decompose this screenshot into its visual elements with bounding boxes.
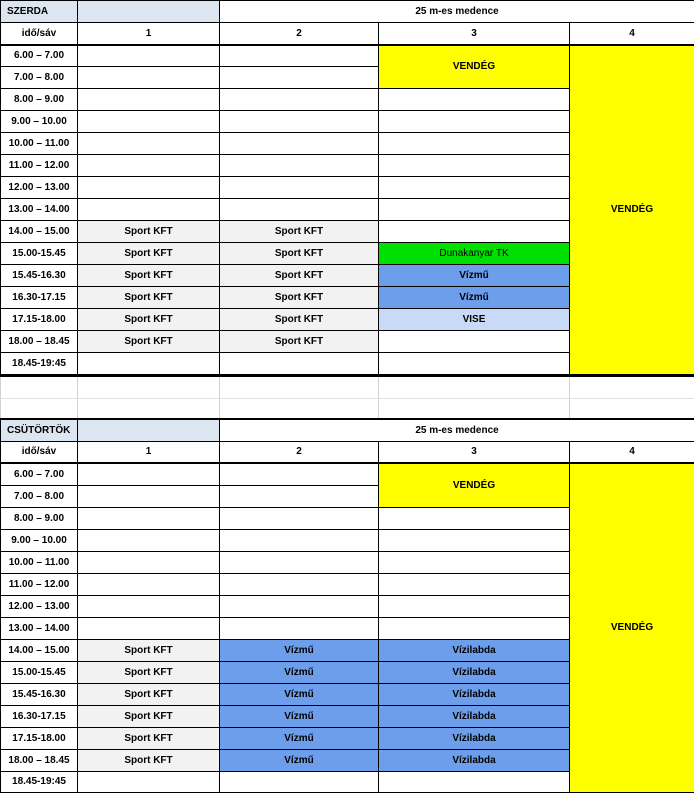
time-slot: 12.00 – 13.00 [1, 595, 78, 617]
cell-lane3: Vízilabda [379, 749, 570, 771]
cell-lane3 [379, 573, 570, 595]
cell-lane3 [379, 507, 570, 529]
cell-lane3 [379, 199, 570, 221]
cell-lane2 [220, 177, 379, 199]
time-slot: 13.00 – 14.00 [1, 617, 78, 639]
cell-lane1 [78, 67, 220, 89]
time-slot: 15.00-15.45 [1, 661, 78, 683]
cell-lane2: Sport KFT [220, 309, 379, 331]
cell-lane2 [220, 111, 379, 133]
day-name: SZERDA [1, 1, 78, 23]
cell-lane1: Sport KFT [78, 265, 220, 287]
day-header-spacer [78, 419, 220, 441]
cell-lane1 [78, 771, 220, 792]
time-slot: 12.00 – 13.00 [1, 177, 78, 199]
cell-lane1 [78, 45, 220, 67]
cell-lane2 [220, 617, 379, 639]
cell-lane3: Dunakanyar TK [379, 243, 570, 265]
cell-lane2 [220, 529, 379, 551]
cell-lane1: Sport KFT [78, 243, 220, 265]
cell-lane1: Sport KFT [78, 639, 220, 661]
cell-lane3: Vízmű [379, 287, 570, 309]
lane-header-3: 3 [379, 441, 570, 463]
cell-lane2 [220, 507, 379, 529]
time-slot: 6.00 – 7.00 [1, 45, 78, 67]
cell-lane3 [379, 353, 570, 375]
cell-lane3: VISE [379, 309, 570, 331]
schedule-table-szerda [0, 0, 694, 376]
cell-lane1: Sport KFT [78, 661, 220, 683]
cell-lane1: Sport KFT [78, 749, 220, 771]
time-slot: 14.00 – 15.00 [1, 221, 78, 243]
cell-lane2 [220, 551, 379, 573]
time-slot: 8.00 – 9.00 [1, 507, 78, 529]
cell-lane2 [220, 67, 379, 89]
cell-lane3 [379, 771, 570, 792]
time-slot: 11.00 – 12.00 [1, 155, 78, 177]
cell-lane3 [379, 133, 570, 155]
day-name: CSÜTÖRTÖK [1, 419, 78, 441]
time-slot: 9.00 – 10.00 [1, 111, 78, 133]
cell-lane2 [220, 595, 379, 617]
cell-lane1: Sport KFT [78, 331, 220, 353]
cell-lane2 [220, 353, 379, 375]
cell-lane1: Sport KFT [78, 705, 220, 727]
lane-header-3: 3 [379, 23, 570, 45]
cell-lane3: Vízilabda [379, 727, 570, 749]
lane-header-4: 4 [570, 23, 694, 45]
cell-lane2: Sport KFT [220, 287, 379, 309]
cell-lane1 [78, 485, 220, 507]
cell-lane2: Vízmű [220, 683, 379, 705]
time-slot: 9.00 – 10.00 [1, 529, 78, 551]
cell-lane1: Sport KFT [78, 287, 220, 309]
cell-lane2: Sport KFT [220, 331, 379, 353]
cell-lane2 [220, 463, 379, 485]
cell-lane1 [78, 573, 220, 595]
cell-lane2: Vízmű [220, 705, 379, 727]
cell-lane1 [78, 133, 220, 155]
cell-lane2 [220, 485, 379, 507]
cell-lane2 [220, 199, 379, 221]
cell-lane3 [379, 617, 570, 639]
guest-block-lane3: VENDÉG [379, 45, 570, 89]
cell-lane3 [379, 529, 570, 551]
cell-lane1: Sport KFT [78, 309, 220, 331]
cell-lane1: Sport KFT [78, 683, 220, 705]
cell-lane2 [220, 45, 379, 67]
time-slot: 17.15-18.00 [1, 309, 78, 331]
cell-lane3: Vízilabda [379, 661, 570, 683]
time-slot: 16.30-17.15 [1, 287, 78, 309]
guest-block-lane3: VENDÉG [379, 463, 570, 507]
cell-lane1 [78, 551, 220, 573]
cell-lane2: Sport KFT [220, 243, 379, 265]
time-slot: 17.15-18.00 [1, 727, 78, 749]
day-header-spacer [78, 1, 220, 23]
schedule-table-csutortok [0, 418, 694, 793]
cell-lane2: Sport KFT [220, 265, 379, 287]
lane-header-4: 4 [570, 441, 694, 463]
cell-lane3 [379, 177, 570, 199]
cell-lane2: Vízmű [220, 749, 379, 771]
cell-lane1 [78, 111, 220, 133]
cell-lane3: Vízilabda [379, 683, 570, 705]
time-slot: 18.45-19:45 [1, 771, 78, 792]
time-slot: 6.00 – 7.00 [1, 463, 78, 485]
cell-lane3 [379, 111, 570, 133]
guest-block-lane4: VENDÉG [570, 45, 694, 375]
cell-lane3: Vízilabda [379, 705, 570, 727]
cell-lane3: Vízilabda [379, 639, 570, 661]
cell-lane1 [78, 177, 220, 199]
cell-lane2: Vízmű [220, 639, 379, 661]
cell-lane2 [220, 89, 379, 111]
pool-title: 25 m-es medence [220, 1, 694, 23]
time-slot: 16.30-17.15 [1, 705, 78, 727]
time-slot: 15.00-15.45 [1, 243, 78, 265]
cell-lane2 [220, 155, 379, 177]
cell-lane1 [78, 463, 220, 485]
time-slot: 18.45-19:45 [1, 353, 78, 375]
cell-lane2: Vízmű [220, 661, 379, 683]
lane-header-2: 2 [220, 441, 379, 463]
pool-title: 25 m-es medence [220, 419, 694, 441]
time-lane-header: idő/sáv [1, 441, 78, 463]
cell-lane1 [78, 199, 220, 221]
cell-lane1 [78, 155, 220, 177]
cell-lane3 [379, 155, 570, 177]
lane-header-1: 1 [78, 441, 220, 463]
time-slot: 15.45-16.30 [1, 265, 78, 287]
cell-lane3: Vízmű [379, 265, 570, 287]
cell-lane2 [220, 133, 379, 155]
cell-lane3 [379, 551, 570, 573]
cell-lane3 [379, 221, 570, 243]
time-slot: 13.00 – 14.00 [1, 199, 78, 221]
cell-lane1 [78, 89, 220, 111]
cell-lane3 [379, 595, 570, 617]
time-slot: 8.00 – 9.00 [1, 89, 78, 111]
time-slot: 7.00 – 8.00 [1, 67, 78, 89]
cell-lane1 [78, 595, 220, 617]
cell-lane1 [78, 617, 220, 639]
cell-lane3 [379, 89, 570, 111]
time-slot: 15.45-16.30 [1, 683, 78, 705]
cell-lane1: Sport KFT [78, 221, 220, 243]
guest-block-lane4: VENDÉG [570, 463, 694, 792]
cell-lane1 [78, 529, 220, 551]
cell-lane2 [220, 771, 379, 792]
time-slot: 18.00 – 18.45 [1, 749, 78, 771]
cell-lane1 [78, 353, 220, 375]
cell-lane1: Sport KFT [78, 727, 220, 749]
time-slot: 10.00 – 11.00 [1, 133, 78, 155]
cell-lane3 [379, 331, 570, 353]
time-slot: 7.00 – 8.00 [1, 485, 78, 507]
time-slot: 14.00 – 15.00 [1, 639, 78, 661]
cell-lane2 [220, 573, 379, 595]
time-slot: 11.00 – 12.00 [1, 573, 78, 595]
block-separator [0, 375, 694, 419]
cell-lane2: Vízmű [220, 727, 379, 749]
cell-lane2: Sport KFT [220, 221, 379, 243]
lane-header-2: 2 [220, 23, 379, 45]
time-slot: 18.00 – 18.45 [1, 331, 78, 353]
time-lane-header: idő/sáv [1, 23, 78, 45]
time-slot: 10.00 – 11.00 [1, 551, 78, 573]
lane-header-1: 1 [78, 23, 220, 45]
cell-lane1 [78, 507, 220, 529]
